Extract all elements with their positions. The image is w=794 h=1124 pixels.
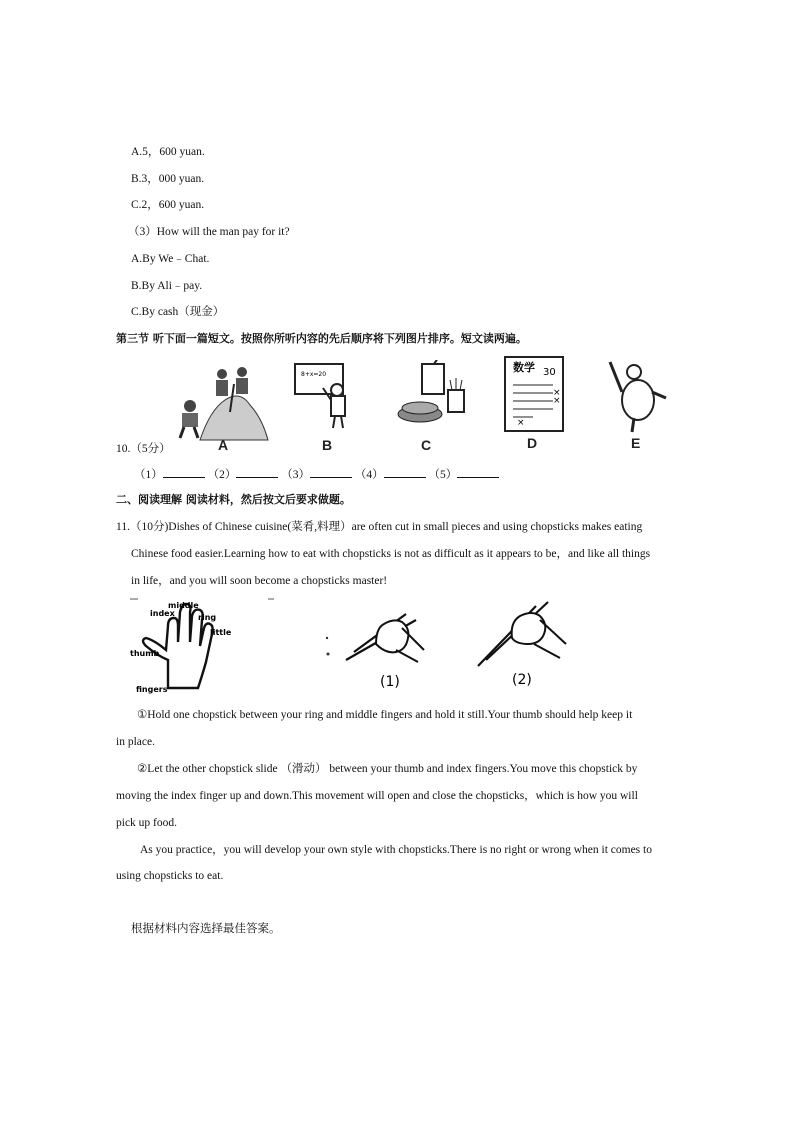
paragraph1-line2: in place.: [116, 736, 155, 748]
paper-score: 30: [543, 367, 556, 378]
picture-label-c: C: [421, 437, 432, 453]
paper-title: 数学: [513, 361, 535, 374]
hand-diagram: [128, 596, 288, 700]
chopsticks-step-2: [476, 596, 578, 688]
option-b-pay: B.By Ali﹣pay.: [131, 280, 203, 292]
question-10-label: 10.（5分）: [116, 443, 171, 455]
picture-e-exercising: [608, 356, 670, 434]
hand-label-index: index: [150, 609, 175, 618]
picture-c-food: [392, 360, 472, 432]
slot-2-label: （2）: [207, 469, 237, 481]
chopsticks-step-1: [320, 604, 432, 692]
option-a-price: A.5，600 yuan.: [131, 146, 205, 158]
slot-4-label: （4）: [354, 469, 384, 481]
paragraph1-line1: ①Hold one chopstick between your ring and middle fingers and hold it still.Your thumb should help keep it: [137, 709, 633, 721]
svg-text:×: ×: [517, 418, 525, 428]
slot-1-label: （1）: [134, 469, 163, 481]
hand-label-little: little: [210, 628, 232, 637]
picture-b-teacher: [293, 360, 363, 430]
hand-label-ring: ring: [198, 613, 217, 622]
slot-3-label: （3）: [281, 469, 310, 481]
paragraph3-line1: As you practice，you will develop your own style with chopsticks.There is no right or wrong when it comes to: [140, 844, 652, 856]
q11-line1: 11.（10分)Dishes of Chinese cuisine(菜肴,料理）are often cut in small pieces and using chopsticks makes eating: [116, 521, 643, 533]
q11-line2: Chinese food easier.Learning how to eat with chopsticks is not as difficult as it appears to be，and like all things: [131, 548, 651, 560]
paragraph3-line2: using chopsticks to eat.: [116, 870, 224, 882]
paragraph2-line1: ②Let the other chopstick slide （滑动） between your thumb and index fingers.You move this chopstick by: [137, 763, 638, 775]
step-2-label: (2): [512, 672, 532, 688]
answer-slots: [134, 467, 499, 482]
part2-heading: 二、阅读理解 阅读材料，然后按文后要求做题。: [116, 493, 351, 506]
picture-label-d: D: [527, 435, 538, 451]
slot-2-blank[interactable]: [236, 467, 278, 478]
slot-5-label: （5）: [428, 469, 458, 481]
option-c-pay: C.By cash（现金）: [131, 306, 225, 318]
slot-1-blank[interactable]: [163, 467, 205, 478]
option-a-pay: A.By We﹣Chat.: [131, 253, 210, 265]
picture-label-e: E: [631, 435, 641, 451]
picture-d-test-paper: [503, 355, 565, 433]
svg-text:×: ×: [553, 396, 561, 406]
picture-label-a: A: [218, 437, 229, 453]
hand-label-thumb: thumb: [130, 649, 160, 658]
instruction: 根据材料内容选择最佳答案。: [131, 923, 281, 935]
hand-label-middle: middle: [168, 601, 199, 610]
slot-3-blank[interactable]: [310, 467, 352, 478]
section3-heading: 第三节 听下面一篇短文。按照你所听内容的先后顺序将下列图片排序。短文读两遍。: [116, 332, 527, 345]
slot-5-blank[interactable]: [457, 467, 499, 478]
paragraph2-line3: pick up food.: [116, 817, 178, 829]
picture-a-hikers: [170, 360, 270, 444]
blackboard-text: 8+x=20: [301, 371, 327, 378]
picture-label-b: B: [322, 437, 333, 453]
option-b-price: B.3，000 yuan.: [131, 173, 205, 185]
slot-4-blank[interactable]: [384, 467, 426, 478]
step-1-label: (1): [380, 674, 400, 690]
q11-line3: in life，and you will soon become a chopsticks master!: [131, 575, 388, 587]
q3-prompt: （3）How will the man pay for it?: [128, 226, 290, 238]
hand-label-fingers: fingers: [136, 685, 168, 694]
option-c-price: C.2，600 yuan.: [131, 199, 205, 211]
svg-text:×: ×: [553, 388, 561, 398]
paragraph2-line2: moving the index finger up and down.This movement will open and close the chopsticks，which is how you will: [116, 790, 638, 802]
